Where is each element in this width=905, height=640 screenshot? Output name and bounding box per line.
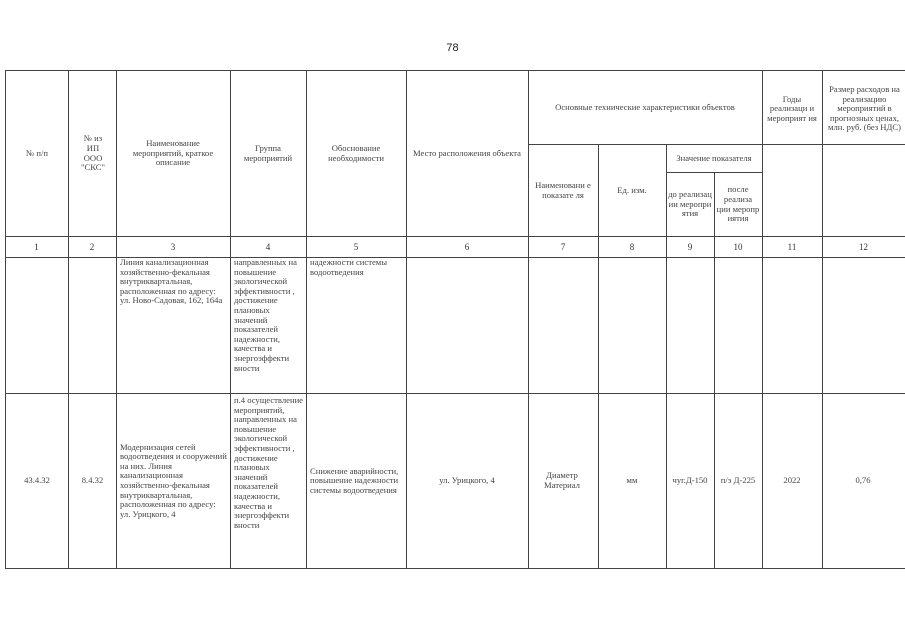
column-index-7: 7	[560, 242, 566, 252]
table-bottom-border	[5, 568, 905, 569]
header-group: Группа мероприятий	[243, 142, 293, 163]
col-line-2	[116, 70, 117, 568]
header-characteristics: Основные технические характеристики объектов	[555, 101, 735, 112]
header-ip-num: № из ИП ООО "СКС"	[81, 133, 105, 173]
header-indicator-name: Наименовани е показате ля	[535, 179, 591, 200]
column-index-9: 9	[687, 242, 693, 252]
header-after: после реализа ции меропр иятия	[716, 184, 760, 224]
row2-num: 43.4.32	[24, 475, 50, 486]
col-line-6	[528, 70, 529, 568]
column-index-6: 6	[464, 242, 470, 252]
col-line-11	[822, 70, 823, 568]
col-line-5	[406, 70, 407, 568]
col-line-7	[598, 144, 599, 568]
row1-justification: надежности системы водоотведения	[310, 257, 387, 277]
header-num: № п/п	[26, 147, 48, 158]
column-index-5: 5	[353, 242, 359, 252]
row2-group: п.4 осуществление мероприятий, направленных на повышение экологической эффективности , достижение плановых значений показателей надежности, качества и энергоэффекти вности	[234, 395, 303, 530]
header-before: до реализац ии меропри ятия	[668, 189, 712, 219]
header-value: Значение показателя	[676, 152, 752, 163]
header-unit: Ед. изм.	[617, 184, 647, 195]
row1-name: Линия канализационная хозяйственно-фекальная внутриквартальная, расположенная по адресу: ул. Ново-Садовая, 162, 164а	[120, 257, 223, 306]
col-line-3	[230, 70, 231, 568]
row2-cost: 0,76	[855, 475, 871, 486]
row2-year: 2022	[783, 475, 801, 486]
column-index-2: 2	[89, 242, 95, 252]
column-index-4: 4	[265, 242, 271, 252]
column-index-8: 8	[629, 242, 635, 252]
header-bottom-border	[5, 236, 905, 237]
page-number: 78	[446, 42, 459, 54]
row2-before: чуг.Д-150	[672, 475, 708, 486]
col-line-8	[666, 144, 667, 568]
column-index-1: 1	[34, 242, 39, 252]
col-line-4	[306, 70, 307, 568]
header-cost: Размер расходов на реализацию мероприятий в прогнозных ценах, млн. руб. (без НДС)	[828, 84, 901, 133]
row2-ip-num: 8.4.32	[81, 475, 104, 486]
column-index-12: 12	[859, 242, 868, 252]
header-years: Годы реализаци и мероприят ия	[767, 93, 817, 123]
header-justification: Обоснование необходимости	[328, 142, 384, 163]
row2-location: ул. Урицкого, 4	[439, 475, 495, 486]
column-index-10: 10	[733, 242, 743, 252]
column-index-11: 11	[787, 242, 797, 252]
header-location: Место расположения объекта	[413, 147, 521, 158]
header-name: Наименование мероприятий, краткое описание	[132, 138, 214, 168]
row1-group: направленных на повышение экологической эффективности , достижение плановых значений показателей надежности, качества и энергоэффекти вности	[234, 257, 297, 373]
row2-justification: Снижение аварийности, повышение надежности системы водоотведения	[310, 465, 399, 495]
row2-unit: мм	[626, 475, 638, 486]
row2-indicator: Диаметр Материал	[544, 470, 580, 490]
row2-after: п/э Д-225	[720, 475, 756, 486]
column-index-3: 3	[170, 242, 176, 252]
col-line-9	[714, 172, 715, 568]
row2-name: Модернизация сетей водоотведения и сооружений на них. Линия канализационная хозяйственно-фекальная внутриквартальная, расположенная по адресу: ул. Урицкого, 4	[120, 441, 227, 519]
col-line-10	[762, 70, 763, 568]
